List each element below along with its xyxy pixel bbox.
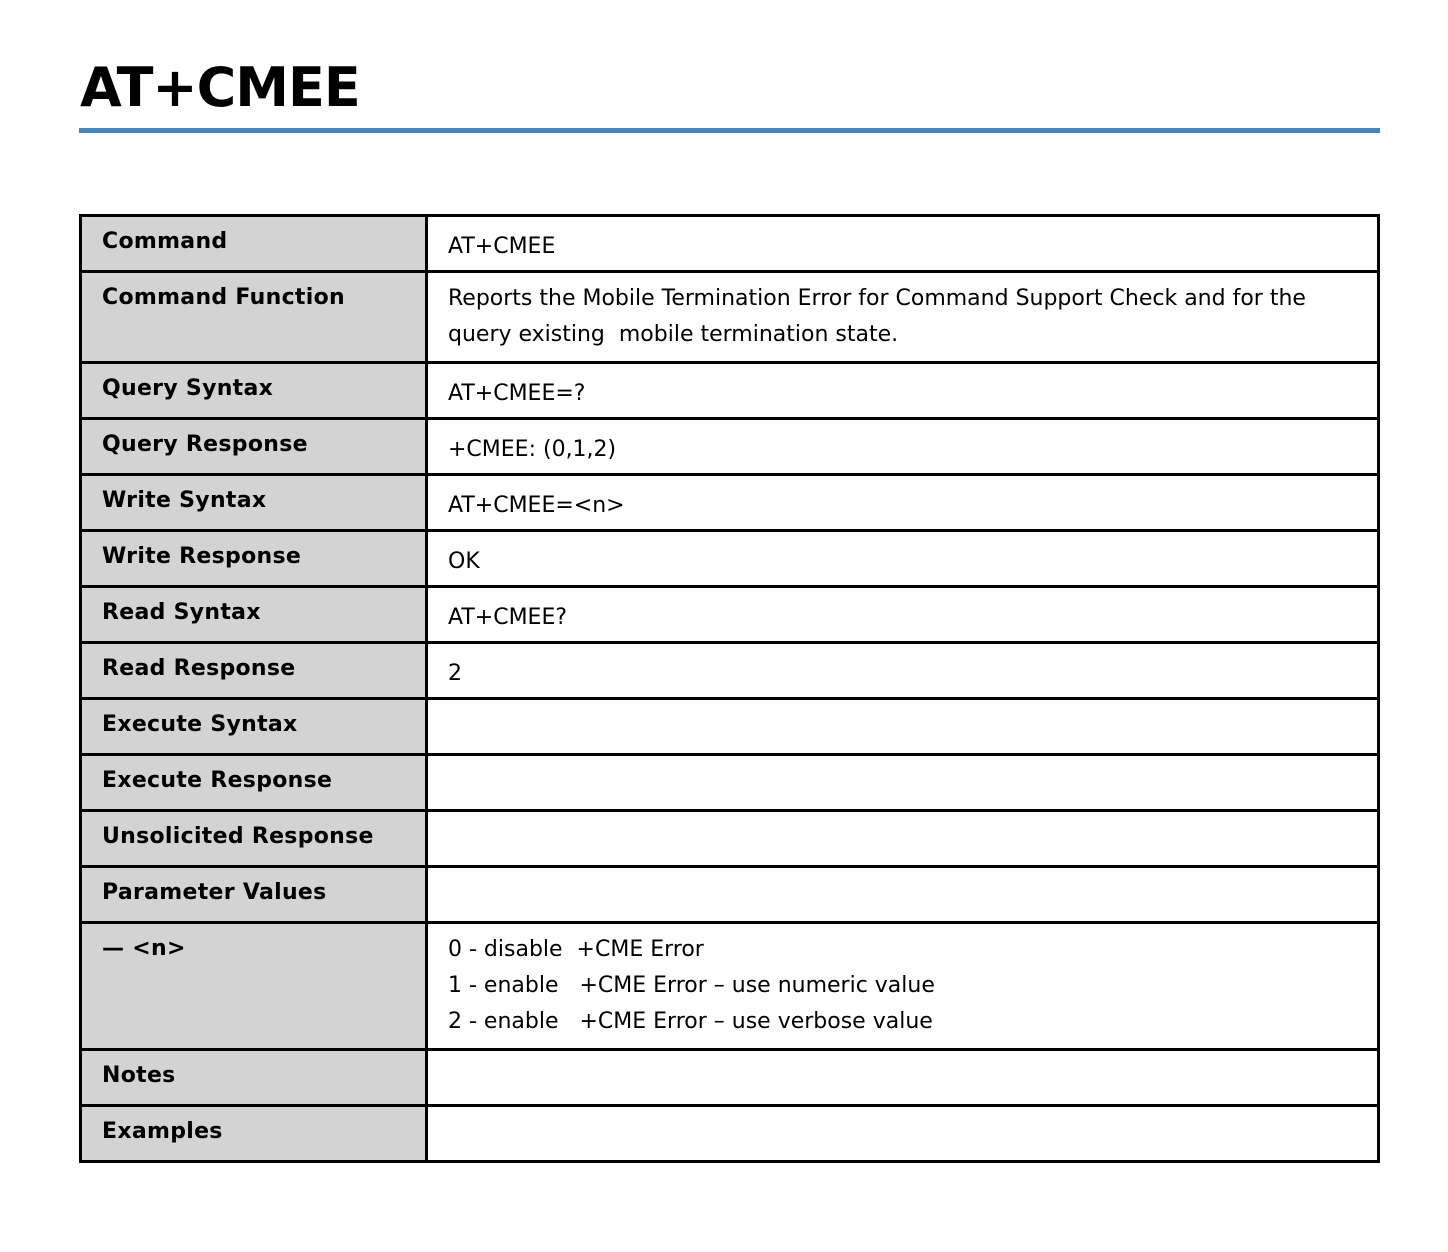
row-label: Command (81, 216, 427, 272)
value-line: OK (448, 549, 480, 574)
row-value (427, 475, 1379, 531)
table-row (81, 1050, 1379, 1106)
row-label: Query Syntax (81, 363, 427, 419)
table-row (81, 923, 1379, 1050)
row-label: Execute Response (81, 755, 427, 811)
value-line: AT+CMEE=? (448, 381, 586, 406)
row-value (427, 811, 1379, 867)
row-label: Examples (81, 1106, 427, 1162)
row-label: Query Response (81, 419, 427, 475)
row-label: Read Response (81, 643, 427, 699)
row-value (427, 867, 1379, 923)
row-value (427, 923, 1379, 1050)
table-row (81, 811, 1379, 867)
table-row (81, 643, 1379, 699)
row-label: Read Syntax (81, 587, 427, 643)
table-row (81, 1106, 1379, 1162)
table-row (81, 216, 1379, 272)
row-value (427, 272, 1379, 363)
table-row (81, 272, 1379, 363)
row-value (427, 531, 1379, 587)
table-row (81, 587, 1379, 643)
table-row (81, 363, 1379, 419)
row-value (427, 755, 1379, 811)
title-underline (79, 128, 1380, 133)
value-line: AT+CMEE? (448, 605, 568, 630)
table-row (81, 699, 1379, 755)
row-label: Write Response (81, 531, 427, 587)
row-label: — <n> (81, 923, 427, 1050)
row-label: Write Syntax (81, 475, 427, 531)
row-value (427, 216, 1379, 272)
table-row (81, 419, 1379, 475)
table-row (81, 475, 1379, 531)
value-line: 0 - disable +CME Error (448, 937, 704, 962)
value-line: 2 (448, 661, 462, 686)
table-row (81, 867, 1379, 923)
row-label: Execute Syntax (81, 699, 427, 755)
row-label: Notes (81, 1050, 427, 1106)
row-value (427, 363, 1379, 419)
row-label: Parameter Values (81, 867, 427, 923)
page-title: AT+CMEE (80, 56, 360, 119)
value-line: Reports the Mobile Termination Error for Command Support Check and for the (448, 286, 1306, 311)
row-value (427, 587, 1379, 643)
row-value (427, 1106, 1379, 1162)
row-label: Unsolicited Response (81, 811, 427, 867)
command-spec-table (79, 214, 1380, 1163)
row-value (427, 419, 1379, 475)
row-value (427, 1050, 1379, 1106)
table-row (81, 755, 1379, 811)
row-value (427, 643, 1379, 699)
value-line: AT+CMEE (448, 234, 556, 259)
row-label: Command Function (81, 272, 427, 363)
value-line: 2 - enable +CME Error – use verbose value (448, 1009, 933, 1034)
value-line: +CMEE: (0,1,2) (448, 437, 617, 462)
value-line: 1 - enable +CME Error – use numeric value (448, 973, 935, 998)
value-line: AT+CMEE=<n> (448, 493, 625, 518)
table-row (81, 531, 1379, 587)
row-value (427, 699, 1379, 755)
value-line: query existing mobile termination state. (448, 322, 899, 347)
